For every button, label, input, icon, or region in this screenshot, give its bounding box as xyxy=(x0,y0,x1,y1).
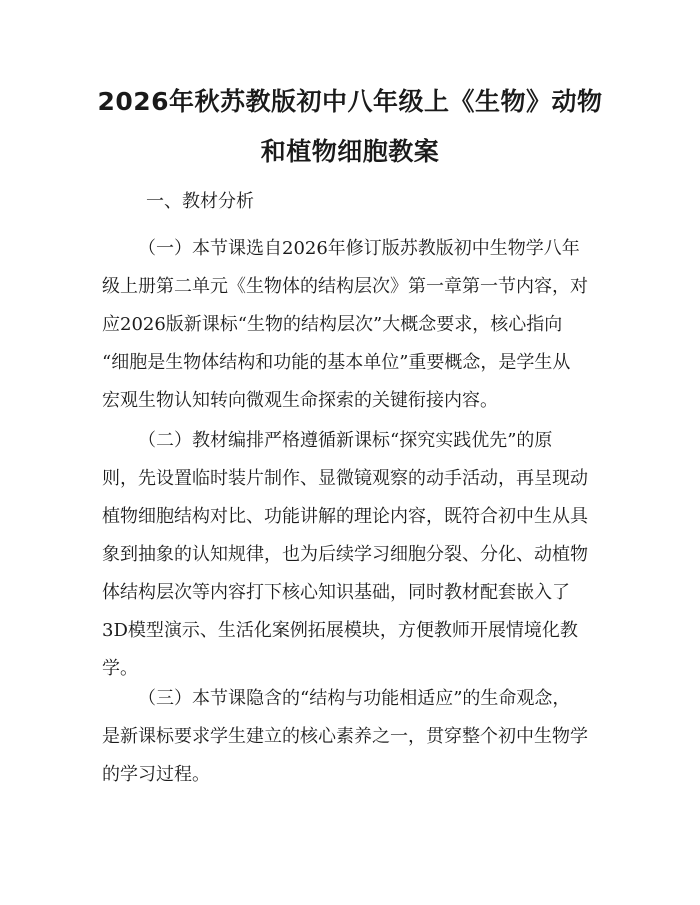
paragraph-line: （一）本节课选自2026年修订版苏教版初中生物学八年 xyxy=(138,238,580,259)
paragraph-3 xyxy=(102,680,602,794)
paragraph-line: “细胞是生物体结构和功能的基本单位”重要概念，是学生从 xyxy=(102,352,571,373)
paragraph-line: 学。 xyxy=(102,658,138,679)
paragraph-line: 宏观生物认知转向微观生命探索的关键衔接内容。 xyxy=(102,390,498,411)
paragraph-2 xyxy=(102,422,602,688)
paragraph-1 xyxy=(102,230,602,420)
paragraph-line: 的学习过程。 xyxy=(102,764,210,785)
paragraph-line: 级上册第二单元《生物体的结构层次》第一章第一节内容，对 xyxy=(102,276,588,297)
paragraph-line: 象到抽象的认知规律，也为后续学习细胞分裂、分化、动植物 xyxy=(102,544,588,565)
section-heading-textbook-analysis: 一、教材分析 xyxy=(146,191,254,212)
paragraph-line: 应2026版新课标“生物的结构层次”大概念要求，核心指向 xyxy=(102,314,563,335)
document-title-line-1: 2026年秋苏教版初中八年级上《生物》动物 xyxy=(97,87,603,116)
paragraph-line: （二）教材编排严格遵循新课标“探究实践优先”的原 xyxy=(138,430,553,451)
paragraph-line: （三）本节课隐含的“结构与功能相适应”的生命观念， xyxy=(138,688,571,709)
document-title-line-2: 和植物细胞教案 xyxy=(260,137,440,166)
paragraph-line: 体结构层次等内容打下核心知识基础，同时教材配套嵌入了 xyxy=(102,582,570,603)
paragraph-line: 3D模型演示、生活化案例拓展模块，方便教师开展情境化教 xyxy=(102,620,578,641)
paragraph-line: 植物细胞结构对比、功能讲解的理论内容，既符合初中生从具 xyxy=(102,506,588,527)
paragraph-line: 是新课标要求学生建立的核心素养之一，贯穿整个初中生物学 xyxy=(102,726,588,747)
paragraph-line: 则，先设置临时装片制作、显微镜观察的动手活动，再呈现动 xyxy=(102,468,588,489)
